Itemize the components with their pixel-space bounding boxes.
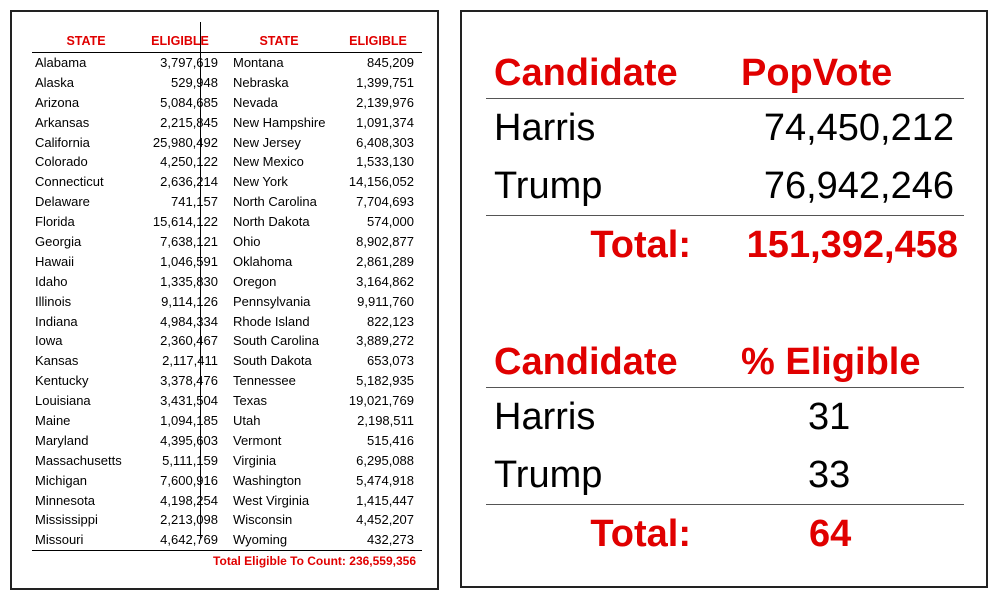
state-eligible-value: 7,600,916	[160, 472, 218, 488]
state-eligible-value: 2,636,214	[160, 174, 218, 190]
state-name: Rhode Island	[233, 313, 310, 329]
state-name: New Jersey	[233, 134, 301, 150]
state-row	[32, 510, 422, 530]
state-row	[32, 53, 422, 73]
total-eligible-value: 236,559,356	[349, 554, 416, 569]
state-row	[32, 73, 422, 93]
state-name: Florida	[35, 214, 75, 230]
state-name: Texas	[233, 393, 267, 409]
state-eligible-value: 1,399,751	[356, 74, 414, 90]
state-name: Missouri	[35, 532, 84, 548]
state-eligible-value: 1,046,591	[160, 253, 218, 269]
popvote-total-row	[486, 216, 964, 274]
header-eligible-1: ELIGIBLE	[151, 34, 209, 48]
state-name: Ohio	[233, 234, 261, 250]
state-eligible-value: 432,273	[367, 532, 414, 548]
state-row	[32, 152, 422, 172]
eligible-candidate-name: Trump	[494, 454, 603, 496]
eligible-candidate-name: Harris	[494, 396, 596, 438]
state-name: Georgia	[35, 234, 82, 250]
state-name: Idaho	[35, 273, 68, 289]
state-name: California	[35, 134, 90, 150]
state-name: Alaska	[35, 74, 75, 90]
state-eligible-value: 529,948	[171, 74, 218, 90]
popvote-candidate-name: Trump	[494, 165, 603, 207]
state-eligible-value: 3,431,504	[160, 393, 218, 409]
eligible-total-label: Total:	[590, 513, 691, 555]
state-name: Arkansas	[35, 114, 90, 130]
state-name: South Dakota	[233, 353, 312, 369]
state-row	[32, 133, 422, 153]
eligible-table	[486, 337, 964, 563]
state-name: Kentucky	[35, 373, 89, 389]
total-eligible-line	[32, 554, 422, 568]
state-row	[32, 491, 422, 511]
state-eligible-value: 741,157	[171, 194, 218, 210]
popvote-table	[486, 48, 964, 274]
state-eligible-value: 1,091,374	[356, 114, 414, 130]
state-eligible-value: 3,889,272	[356, 333, 414, 349]
state-name: Maryland	[35, 432, 89, 448]
eligible-candidate-value: 33	[808, 454, 851, 496]
state-name: Oklahoma	[233, 253, 293, 269]
state-row	[32, 113, 422, 133]
state-name: Washington	[233, 472, 302, 488]
state-name: Tennessee	[233, 373, 296, 389]
state-row	[32, 212, 422, 232]
eligible-row	[486, 388, 964, 446]
state-eligible-value: 5,084,685	[160, 94, 218, 110]
eligible-total-row	[486, 505, 964, 563]
eligible-header	[486, 337, 964, 387]
eligible-row	[486, 446, 964, 504]
state-name: Colorado	[35, 154, 88, 170]
popvote-candidate-name: Harris	[494, 107, 596, 149]
state-row	[32, 252, 422, 272]
state-eligible-value: 7,638,121	[160, 234, 218, 250]
state-eligible-value: 1,094,185	[160, 413, 218, 429]
state-name: Iowa	[35, 333, 63, 349]
state-name: Utah	[233, 413, 261, 429]
total-eligible-label: Total Eligible To Count:	[213, 554, 346, 569]
state-eligible-value: 2,215,845	[160, 114, 218, 130]
state-eligible-value: 1,533,130	[356, 154, 414, 170]
state-name: Minnesota	[35, 492, 95, 508]
states-table-body	[32, 53, 422, 550]
state-name: North Carolina	[233, 194, 317, 210]
state-eligible-value: 653,073	[367, 353, 414, 369]
table-bottom-rule	[32, 550, 422, 551]
results-panel	[460, 10, 988, 588]
state-row	[32, 351, 422, 371]
state-name: South Carolina	[233, 333, 319, 349]
state-name: Vermont	[233, 432, 282, 448]
state-name: North Dakota	[233, 214, 310, 230]
state-row	[32, 471, 422, 491]
state-eligible-value: 4,452,207	[356, 512, 414, 528]
state-row	[32, 331, 422, 351]
state-eligible-value: 845,209	[367, 55, 414, 70]
state-eligible-value: 3,164,862	[356, 273, 414, 289]
state-name: Pennsylvania	[233, 293, 311, 309]
state-eligible-value: 14,156,052	[348, 174, 414, 190]
state-eligible-value: 2,117,411	[162, 353, 218, 369]
state-name: Delaware	[35, 194, 90, 210]
state-row	[32, 312, 422, 332]
state-name: Oregon	[233, 273, 277, 289]
state-name: Virginia	[233, 452, 277, 468]
state-eligible-value: 3,797,619	[160, 55, 218, 70]
states-table-header	[32, 34, 422, 53]
state-eligible-value: 1,335,830	[160, 273, 218, 289]
state-row	[32, 391, 422, 411]
state-eligible-value: 19,021,769	[348, 393, 414, 409]
popvote-candidate-value: 74,450,212	[763, 107, 954, 149]
state-name: Nevada	[233, 94, 278, 110]
state-name: Michigan	[35, 472, 88, 488]
state-eligible-value: 4,642,769	[160, 532, 218, 548]
state-name: Kansas	[35, 353, 79, 369]
state-eligible-value: 6,295,088	[356, 452, 414, 468]
state-name: Wyoming	[233, 532, 288, 548]
state-eligible-value: 2,139,976	[356, 94, 414, 110]
state-row	[32, 272, 422, 292]
state-name: Montana	[233, 55, 284, 70]
state-eligible-value: 6,408,303	[356, 134, 414, 150]
popvote-row	[486, 99, 964, 157]
state-eligible-value: 574,000	[367, 214, 414, 230]
eligible-header-value: % Eligible	[741, 341, 921, 383]
state-row	[32, 192, 422, 212]
state-eligible-value: 4,250,122	[160, 154, 218, 170]
state-eligible-value: 15,614,122	[152, 214, 218, 230]
state-name: Hawaii	[35, 253, 75, 269]
state-name: Nebraska	[233, 74, 289, 90]
state-name: West Virginia	[233, 492, 310, 508]
state-name: New Mexico	[233, 154, 304, 170]
state-row	[32, 232, 422, 252]
popvote-row	[486, 157, 964, 215]
state-name: Alabama	[35, 55, 87, 70]
state-name: Maine	[35, 413, 71, 429]
state-eligible-value: 4,395,603	[160, 432, 218, 448]
popvote-candidate-value: 76,942,246	[763, 165, 954, 207]
state-row	[32, 530, 422, 550]
state-eligible-value: 3,378,476	[160, 373, 218, 389]
state-row	[32, 431, 422, 451]
state-eligible-value: 2,360,467	[160, 333, 218, 349]
state-row	[32, 411, 422, 431]
state-eligible-value: 2,198,511	[357, 413, 414, 429]
state-name: Arizona	[35, 94, 80, 110]
state-row	[32, 93, 422, 113]
state-row	[32, 371, 422, 391]
state-eligible-value: 4,198,254	[160, 492, 218, 508]
popvote-total-value: 151,392,458	[746, 224, 958, 266]
popvote-header-value: PopVote	[741, 52, 893, 94]
state-name: Mississippi	[35, 512, 98, 528]
popvote-header	[486, 48, 964, 98]
header-state-2: STATE	[259, 34, 299, 48]
state-eligible-value: 9,114,126	[161, 293, 218, 309]
state-eligible-value: 7,704,693	[356, 194, 414, 210]
header-state-1: STATE	[66, 34, 106, 48]
state-name: Wisconsin	[233, 512, 293, 528]
state-row	[32, 292, 422, 312]
state-eligible-value: 25,980,492	[152, 134, 218, 150]
popvote-header-candidate: Candidate	[494, 52, 678, 94]
popvote-total-label: Total:	[590, 224, 691, 266]
state-eligible-value: 5,182,935	[356, 373, 414, 389]
state-row	[32, 172, 422, 192]
states-eligible-panel	[10, 10, 439, 590]
state-name: Louisiana	[35, 393, 91, 409]
state-eligible-value: 1,415,447	[356, 492, 414, 508]
state-name: New Hampshire	[233, 114, 326, 130]
state-name: Indiana	[35, 313, 78, 329]
state-eligible-value: 822,123	[367, 313, 414, 329]
eligible-total-value: 64	[809, 513, 852, 555]
state-name: Massachusetts	[35, 452, 122, 468]
eligible-header-candidate: Candidate	[494, 341, 678, 383]
state-eligible-value: 5,474,918	[356, 472, 414, 488]
eligible-candidate-value: 31	[808, 396, 851, 438]
state-eligible-value: 2,213,098	[160, 512, 218, 528]
state-eligible-value: 9,911,760	[357, 293, 414, 309]
state-name: New York	[233, 174, 288, 190]
states-eligible-table	[32, 34, 422, 568]
state-name: Connecticut	[35, 174, 104, 190]
state-name: Illinois	[35, 293, 72, 309]
state-row	[32, 451, 422, 471]
state-eligible-value: 4,984,334	[160, 313, 218, 329]
state-eligible-value: 515,416	[367, 432, 414, 448]
state-eligible-value: 5,111,159	[162, 452, 218, 468]
header-eligible-2: ELIGIBLE	[349, 34, 407, 48]
state-eligible-value: 8,902,877	[356, 234, 414, 250]
state-eligible-value: 2,861,289	[356, 253, 414, 269]
